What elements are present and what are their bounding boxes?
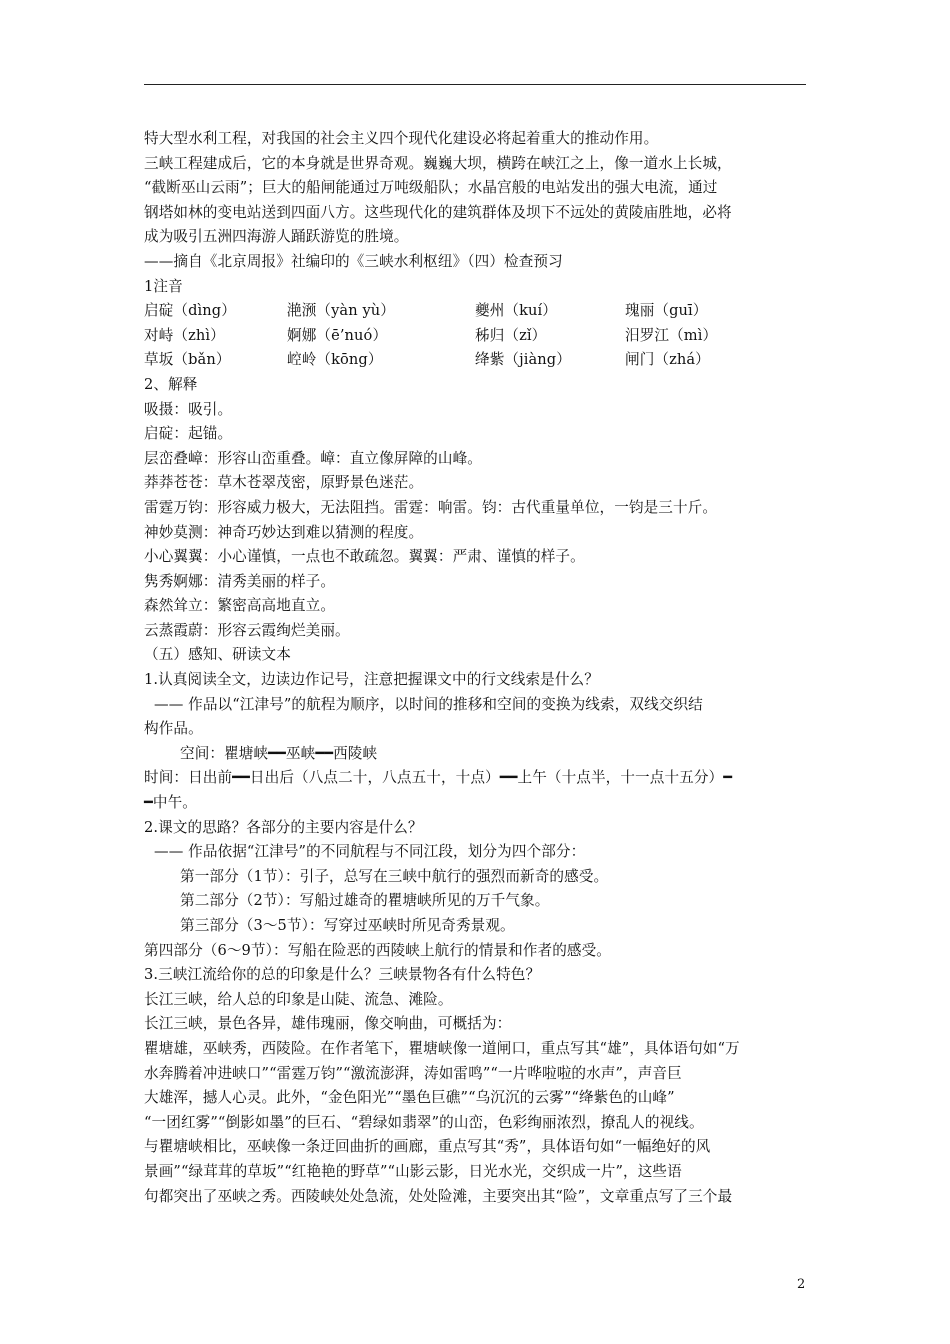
definition-line: 森然耸立：繁密高高地直立。 [144,597,336,615]
section-heading: 1注音 [144,277,183,295]
definition-line: 吸摄：吸引。 [144,400,233,418]
section-heading: （五）感知、研读文本 [144,646,291,664]
space-clue-line: 空间：瞿塘峡━━巫峡━━西陵峡 [180,744,378,762]
pinyin-item: 汨罗江（mì） [625,326,718,344]
text-line: 与瞿塘峡相比，巫峡像一条迂回曲折的画廊，重点写其“秀”，具体语句如“一幅绝好的风 [144,1138,711,1156]
pinyin-item: 绛紫（jiàng） [475,351,571,369]
text-line: 句都突出了巫峡之秀。西陵峡处处急流，处处险滩，主要突出其“险”，文章重点写了三个最 [144,1187,733,1205]
page-number: 2 [797,1277,806,1292]
text-line: 钢塔如林的变电站送到四面八方。这些现代化的建筑群体及坝下不远处的黄陵庙胜地，必将 [144,203,732,221]
pinyin-item: 启碇（dìng） [144,302,236,320]
section-heading: 2、解释 [144,375,198,393]
definition-line: 神妙莫测：神奇巧妙达到难以猜测的程度。 [144,523,424,541]
pinyin-grid [144,299,812,373]
text-line: 长江三峡，给人总的印象是山陡、流急、滩险。 [144,990,453,1008]
part-line: 第三部分（3～5节）：写穿过巫峡时所见奇秀景观。 [180,917,515,934]
definition-line: 启碇：起锚。 [144,425,233,443]
source-citation: ——摘自《北京周报》社编印的《三峡水利枢纽》（四）检查预习 [144,252,563,270]
pinyin-item: 闸门（zhá） [625,351,710,369]
text-line: 水奔腾着冲进峡口”“雷霆万钧”“激流澎湃，涛如雷鸣”“一片哗啦啦的水声”，声音巨 [144,1064,682,1082]
document-body [144,127,812,1209]
question-line: 1.认真阅读全文，边读边作记号，注意把握课文中的行文线索是什么？ [144,671,599,689]
text-line: 成为吸引五洲四海游人踊跃游览的胜境。 [144,228,409,246]
definition-line: 小心翼翼：小心谨慎，一点也不敢疏忽。翼翼：严肃、谨慎的样子。 [144,548,585,566]
text-line: 三峡工程建成后，它的本身就是世界奇观。巍巍大坝，横跨在峡江之上，像一道水上长城， [144,154,732,172]
text-line: ━中午。 [144,794,197,812]
text-line: 构作品。 [144,720,203,738]
pinyin-item: 婀娜（ē’nuó） [287,326,388,344]
text-line: 长江三峡，景色各异，雄伟瑰丽，像交响曲，可概括为： [144,1015,512,1033]
answer-line: —— 作品依据“江津号”的不同航程与不同江段，划分为四个部分： [154,843,586,861]
text-line: 景画”“绿茸茸的草坂”“红艳艳的野草”“山影云影，日光水光，交织成一片”，这些语 [144,1162,682,1180]
pinyin-item: 草坂（bǎn） [144,351,231,369]
pinyin-item: 夔州（kuí） [475,302,557,320]
answer-line: —— 作品以“江津号”的航程为顺序，以时间的推移和空间的变换为线索，双线交织结 [154,695,703,713]
header-rule [144,84,806,85]
pinyin-item: 崆岭（kōng） [287,351,383,369]
pinyin-item: 滟滪（yàn yù） [287,302,396,320]
part-line: 第一部分（1节）：引子，总写在三峡中航行的强烈而新奇的感受。 [180,867,609,885]
definition-line: 隽秀婀娜：清秀美丽的样子。 [144,572,336,590]
part-line: 第四部分（6～9节）：写船在险恶的西陵峡上航行的情景和作者的感受。 [144,941,611,959]
time-clue-line: 时间：日出前━━日出后（八点二十，八点五十，十点）━━上午（十点半，十一点十五分）━ [144,769,733,787]
pinyin-item: 对峙（zhì） [144,326,225,344]
text-line: 大雄浑，撼人心灵。此外，“金色阳光”“墨色巨礁”“乌沉沉的云雾”“绛紫色的山峰” [144,1089,675,1107]
text-line: 特大型水利工程，对我国的社会主义四个现代化建设必将起着重大的推动作用。 [144,130,659,147]
pinyin-item: 瑰丽（guī） [625,302,708,320]
definition-line: 层峦叠嶂：形容山峦重叠。嶂：直立像屏障的山峰。 [144,449,482,467]
definition-line: 莽莽苍苍：草木苍翠茂密，原野景色迷茫。 [144,474,424,492]
text-line: 瞿塘雄，巫峡秀，西陵险。在作者笔下，瞿塘峡像一道闸口，重点写其“雄”，具体语句如“万 [144,1039,740,1057]
part-line: 第二部分（2节）：写船过雄奇的瞿塘峡所见的万千气象。 [180,892,550,910]
question-line: 2.课文的思路？各部分的主要内容是什么？ [144,818,423,836]
text-line: “一团红雾”“倒影如墨”的巨石、“碧绿如翡翠”的山峦，色彩绚丽浓烈，撩乱人的视线。 [144,1113,704,1131]
definition-line: 雷霆万钧：形容威力极大，无法阻挡。雷霆：响雷。钧：古代重量单位，一钧是三十斤。 [144,498,718,516]
definition-line: 云蒸霞蔚：形容云霞绚烂美丽。 [144,621,350,639]
question-line: 3.三峡江流给你的总的印象是什么？三峡景物各有什么特色？ [144,966,541,984]
text-line: “截断巫山云雨”；巨大的船闸能通过万吨级船队；水晶宫般的电站发出的强大电流，通过 [144,179,718,197]
pinyin-item: 秭归（zǐ） [475,326,547,344]
